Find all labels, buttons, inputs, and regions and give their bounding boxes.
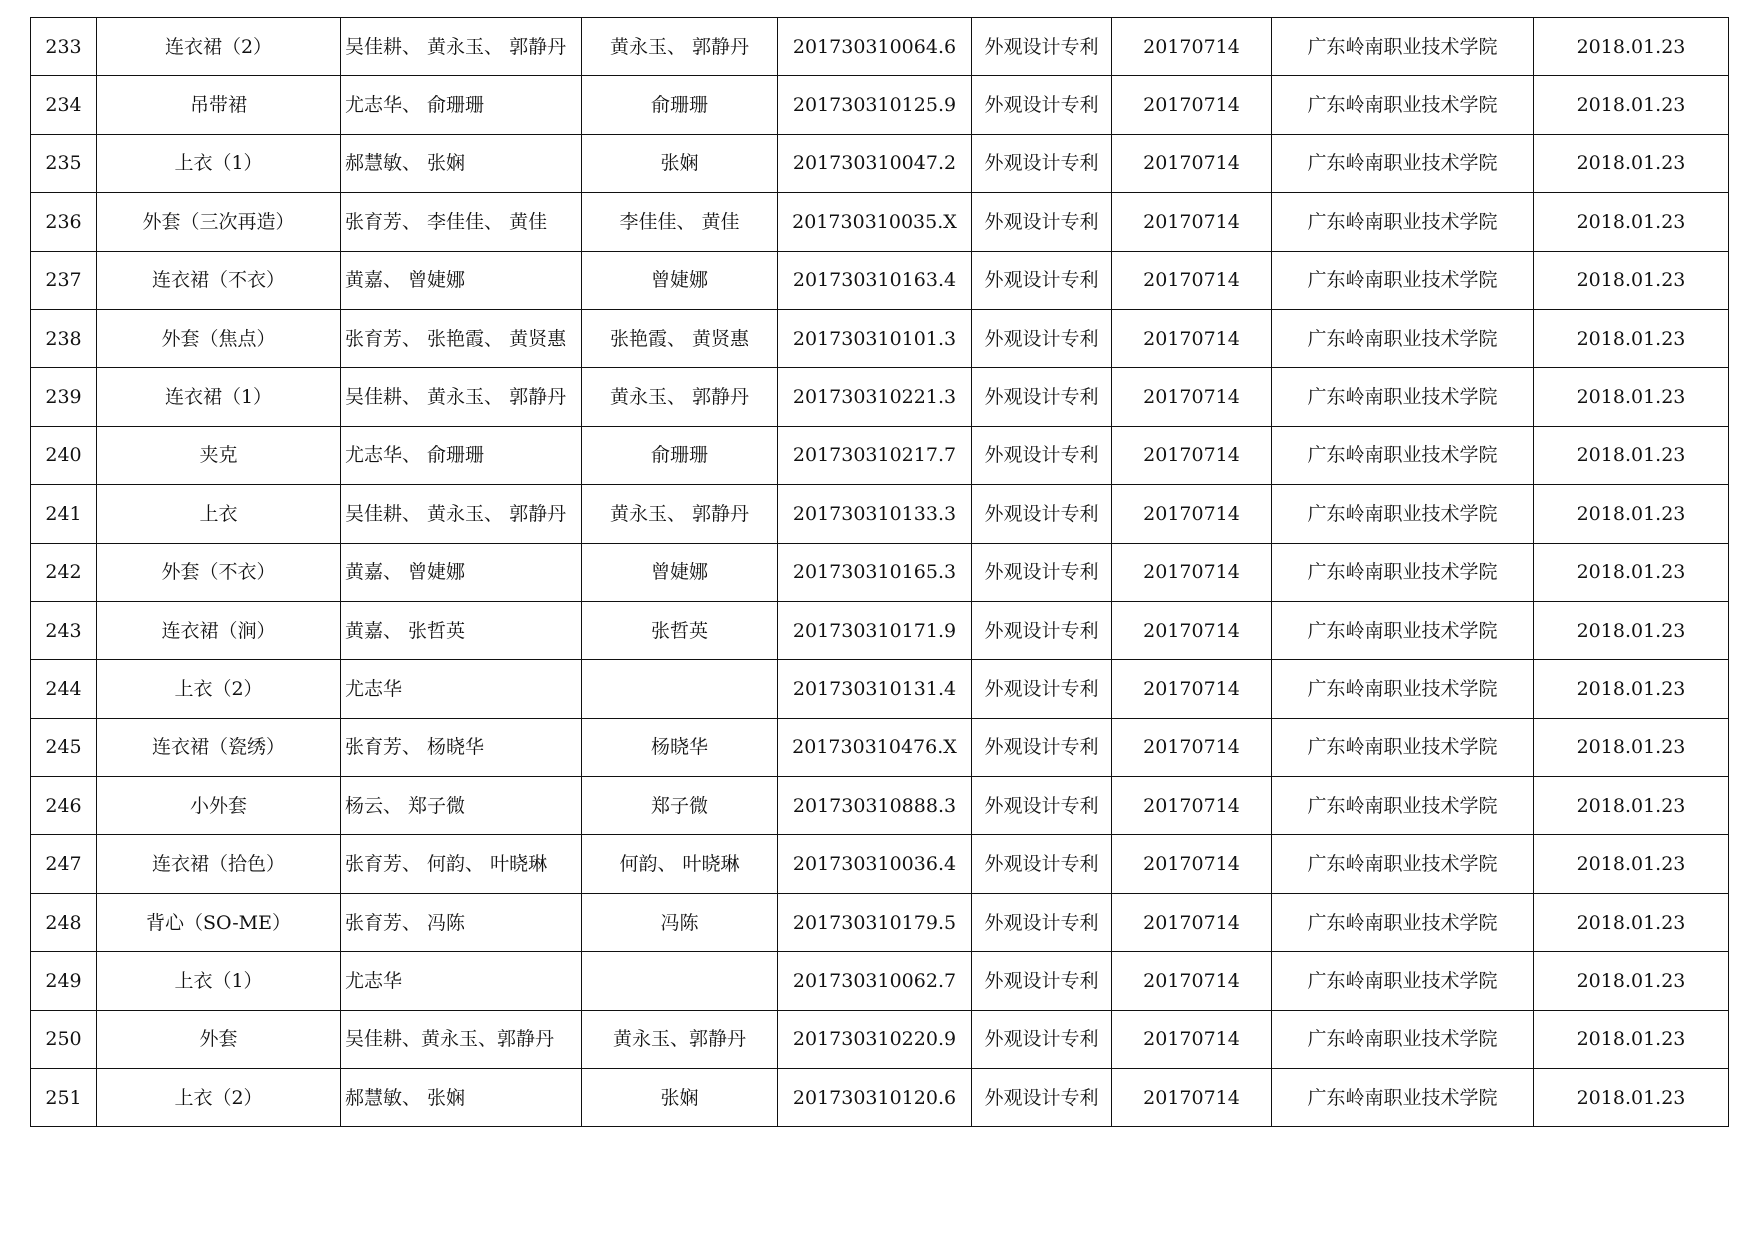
cell-application-number: 201730310476.X: [778, 718, 972, 776]
cell-applicant: 广东岭南职业技术学院: [1272, 368, 1534, 426]
cell-row-number: 240: [31, 426, 97, 484]
cell-design-name: 连衣裙（不衣）: [97, 251, 341, 309]
cell-patent-type: 外观设计专利: [972, 134, 1112, 192]
cell-designers: 何韵、 叶晓琳: [582, 835, 778, 893]
table-row: [31, 368, 1729, 426]
cell-inventors: 吴佳耕、 黄永玉、 郭静丹: [341, 18, 582, 76]
cell-row-number: 243: [31, 601, 97, 659]
cell-design-name: 小外套: [97, 777, 341, 835]
cell-row-number: 236: [31, 193, 97, 251]
cell-designers: 张哲英: [582, 601, 778, 659]
cell-application-number: 201730310036.4: [778, 835, 972, 893]
cell-application-date: 20170714: [1112, 660, 1272, 718]
cell-application-number: 201730310217.7: [778, 426, 972, 484]
table-row: [31, 1010, 1729, 1068]
cell-design-name: 背心（SO-ME）: [97, 893, 341, 951]
cell-application-number: 201730310064.6: [778, 18, 972, 76]
cell-patent-type: 外观设计专利: [972, 193, 1112, 251]
cell-design-name: 连衣裙（拾色）: [97, 835, 341, 893]
cell-applicant: 广东岭南职业技术学院: [1272, 134, 1534, 192]
cell-inventors: 尤志华、 俞珊珊: [341, 426, 582, 484]
cell-application-date: 20170714: [1112, 368, 1272, 426]
cell-grant-date: 2018.01.23: [1534, 660, 1729, 718]
cell-row-number: 239: [31, 368, 97, 426]
cell-patent-type: 外观设计专利: [972, 777, 1112, 835]
table-row: [31, 193, 1729, 251]
cell-designers: 黄永玉、 郭静丹: [582, 368, 778, 426]
cell-grant-date: 2018.01.23: [1534, 193, 1729, 251]
cell-design-name: 连衣裙（瓷绣）: [97, 718, 341, 776]
cell-designers: 张娴: [582, 134, 778, 192]
cell-grant-date: 2018.01.23: [1534, 485, 1729, 543]
cell-application-date: 20170714: [1112, 835, 1272, 893]
cell-application-number: 201730310163.4: [778, 251, 972, 309]
cell-inventors: 黄嘉、 曾婕娜: [341, 543, 582, 601]
cell-patent-type: 外观设计专利: [972, 835, 1112, 893]
cell-application-number: 201730310062.7: [778, 952, 972, 1010]
cell-application-number: 201730310171.9: [778, 601, 972, 659]
cell-patent-type: 外观设计专利: [972, 660, 1112, 718]
patent-table-body: [31, 18, 1729, 1127]
cell-grant-date: 2018.01.23: [1534, 893, 1729, 951]
cell-applicant: 广东岭南职业技术学院: [1272, 485, 1534, 543]
cell-applicant: 广东岭南职业技术学院: [1272, 193, 1534, 251]
cell-design-name: 外套（三次再造）: [97, 193, 341, 251]
cell-row-number: 237: [31, 251, 97, 309]
cell-designers: 曾婕娜: [582, 251, 778, 309]
cell-application-number: 201730310131.4: [778, 660, 972, 718]
cell-grant-date: 2018.01.23: [1534, 368, 1729, 426]
table-row: [31, 601, 1729, 659]
table-row: [31, 777, 1729, 835]
cell-inventors: 黄嘉、 张哲英: [341, 601, 582, 659]
cell-applicant: 广东岭南职业技术学院: [1272, 601, 1534, 659]
cell-row-number: 241: [31, 485, 97, 543]
cell-design-name: 夹克: [97, 426, 341, 484]
patent-table: [30, 17, 1729, 1127]
cell-inventors: 张育芳、 李佳佳、 黄佳: [341, 193, 582, 251]
cell-grant-date: 2018.01.23: [1534, 134, 1729, 192]
table-row: [31, 426, 1729, 484]
cell-grant-date: 2018.01.23: [1534, 543, 1729, 601]
cell-application-number: 201730310165.3: [778, 543, 972, 601]
cell-row-number: 247: [31, 835, 97, 893]
table-row: [31, 835, 1729, 893]
cell-designers: 黄永玉、郭静丹: [582, 1010, 778, 1068]
cell-designers: 黄永玉、 郭静丹: [582, 18, 778, 76]
cell-applicant: 广东岭南职业技术学院: [1272, 660, 1534, 718]
cell-inventors: 尤志华、 俞珊珊: [341, 76, 582, 134]
cell-application-date: 20170714: [1112, 601, 1272, 659]
cell-application-number: 201730310125.9: [778, 76, 972, 134]
table-row: [31, 543, 1729, 601]
cell-patent-type: 外观设计专利: [972, 1010, 1112, 1068]
cell-designers: 俞珊珊: [582, 76, 778, 134]
cell-designers: 张艳霞、 黄贤惠: [582, 309, 778, 367]
cell-designers: 李佳佳、 黄佳: [582, 193, 778, 251]
cell-applicant: 广东岭南职业技术学院: [1272, 426, 1534, 484]
table-row: [31, 660, 1729, 718]
cell-inventors: 郝慧敏、 张娴: [341, 1069, 582, 1127]
cell-row-number: 244: [31, 660, 97, 718]
cell-designers: 曾婕娜: [582, 543, 778, 601]
cell-application-number: 201730310179.5: [778, 893, 972, 951]
cell-application-date: 20170714: [1112, 76, 1272, 134]
cell-design-name: 上衣（1）: [97, 134, 341, 192]
cell-designers: 冯陈: [582, 893, 778, 951]
cell-inventors: 吴佳耕、 黄永玉、 郭静丹: [341, 368, 582, 426]
cell-application-date: 20170714: [1112, 251, 1272, 309]
cell-row-number: 246: [31, 777, 97, 835]
cell-design-name: 连衣裙（2）: [97, 18, 341, 76]
cell-row-number: 248: [31, 893, 97, 951]
cell-patent-type: 外观设计专利: [972, 368, 1112, 426]
cell-design-name: 外套: [97, 1010, 341, 1068]
cell-row-number: 250: [31, 1010, 97, 1068]
table-row: [31, 952, 1729, 1010]
cell-applicant: 广东岭南职业技术学院: [1272, 835, 1534, 893]
cell-inventors: 张育芳、 杨晓华: [341, 718, 582, 776]
cell-application-number: 201730310101.3: [778, 309, 972, 367]
cell-design-name: 上衣（2）: [97, 660, 341, 718]
cell-row-number: 245: [31, 718, 97, 776]
cell-design-name: 外套（焦点）: [97, 309, 341, 367]
cell-applicant: 广东岭南职业技术学院: [1272, 309, 1534, 367]
cell-application-number: 201730310047.2: [778, 134, 972, 192]
cell-application-number: 201730310035.X: [778, 193, 972, 251]
cell-application-date: 20170714: [1112, 18, 1272, 76]
cell-application-number: 201730310221.3: [778, 368, 972, 426]
cell-row-number: 251: [31, 1069, 97, 1127]
cell-applicant: 广东岭南职业技术学院: [1272, 1069, 1534, 1127]
cell-grant-date: 2018.01.23: [1534, 718, 1729, 776]
cell-patent-type: 外观设计专利: [972, 718, 1112, 776]
cell-grant-date: 2018.01.23: [1534, 18, 1729, 76]
cell-application-date: 20170714: [1112, 1069, 1272, 1127]
cell-row-number: 242: [31, 543, 97, 601]
cell-row-number: 249: [31, 952, 97, 1010]
cell-application-date: 20170714: [1112, 1010, 1272, 1068]
cell-patent-type: 外观设计专利: [972, 76, 1112, 134]
table-row: [31, 718, 1729, 776]
cell-grant-date: 2018.01.23: [1534, 76, 1729, 134]
cell-application-date: 20170714: [1112, 777, 1272, 835]
cell-application-date: 20170714: [1112, 193, 1272, 251]
cell-inventors: 尤志华: [341, 952, 582, 1010]
cell-application-date: 20170714: [1112, 485, 1272, 543]
table-row: [31, 76, 1729, 134]
cell-application-date: 20170714: [1112, 543, 1272, 601]
cell-applicant: 广东岭南职业技术学院: [1272, 76, 1534, 134]
cell-application-number: 201730310133.3: [778, 485, 972, 543]
cell-application-date: 20170714: [1112, 309, 1272, 367]
cell-patent-type: 外观设计专利: [972, 893, 1112, 951]
cell-design-name: 外套（不衣）: [97, 543, 341, 601]
cell-applicant: 广东岭南职业技术学院: [1272, 1010, 1534, 1068]
cell-row-number: 233: [31, 18, 97, 76]
cell-inventors: 张育芳、 何韵、 叶晓琳: [341, 835, 582, 893]
cell-designers: 张娴: [582, 1069, 778, 1127]
cell-design-name: 上衣: [97, 485, 341, 543]
cell-designers: [582, 660, 778, 718]
cell-inventors: 张育芳、 张艳霞、 黄贤惠: [341, 309, 582, 367]
cell-applicant: 广东岭南职业技术学院: [1272, 952, 1534, 1010]
cell-grant-date: 2018.01.23: [1534, 601, 1729, 659]
cell-application-date: 20170714: [1112, 718, 1272, 776]
cell-design-name: 连衣裙（1）: [97, 368, 341, 426]
table-row: [31, 251, 1729, 309]
cell-designers: 郑子微: [582, 777, 778, 835]
cell-inventors: 尤志华: [341, 660, 582, 718]
cell-patent-type: 外观设计专利: [972, 1069, 1112, 1127]
cell-application-date: 20170714: [1112, 893, 1272, 951]
cell-row-number: 235: [31, 134, 97, 192]
cell-patent-type: 外观设计专利: [972, 601, 1112, 659]
cell-patent-type: 外观设计专利: [972, 485, 1112, 543]
cell-applicant: 广东岭南职业技术学院: [1272, 718, 1534, 776]
cell-designers: 黄永玉、 郭静丹: [582, 485, 778, 543]
cell-applicant: 广东岭南职业技术学院: [1272, 18, 1534, 76]
cell-patent-type: 外观设计专利: [972, 543, 1112, 601]
cell-applicant: 广东岭南职业技术学院: [1272, 543, 1534, 601]
cell-patent-type: 外观设计专利: [972, 18, 1112, 76]
cell-row-number: 234: [31, 76, 97, 134]
cell-applicant: 广东岭南职业技术学院: [1272, 893, 1534, 951]
cell-inventors: 吴佳耕、黄永玉、郭静丹: [341, 1010, 582, 1068]
cell-application-date: 20170714: [1112, 134, 1272, 192]
cell-grant-date: 2018.01.23: [1534, 1010, 1729, 1068]
cell-grant-date: 2018.01.23: [1534, 426, 1729, 484]
table-row: [31, 893, 1729, 951]
cell-design-name: 上衣（1）: [97, 952, 341, 1010]
cell-patent-type: 外观设计专利: [972, 426, 1112, 484]
cell-design-name: 连衣裙（涧）: [97, 601, 341, 659]
cell-patent-type: 外观设计专利: [972, 251, 1112, 309]
table-row: [31, 309, 1729, 367]
cell-designers: 杨晓华: [582, 718, 778, 776]
cell-design-name: 吊带裙: [97, 76, 341, 134]
cell-applicant: 广东岭南职业技术学院: [1272, 251, 1534, 309]
cell-row-number: 238: [31, 309, 97, 367]
cell-inventors: 张育芳、 冯陈: [341, 893, 582, 951]
table-row: [31, 1069, 1729, 1127]
cell-application-number: 201730310888.3: [778, 777, 972, 835]
cell-application-date: 20170714: [1112, 426, 1272, 484]
cell-patent-type: 外观设计专利: [972, 309, 1112, 367]
cell-grant-date: 2018.01.23: [1534, 777, 1729, 835]
cell-grant-date: 2018.01.23: [1534, 952, 1729, 1010]
cell-grant-date: 2018.01.23: [1534, 1069, 1729, 1127]
cell-designers: 俞珊珊: [582, 426, 778, 484]
cell-application-number: 201730310220.9: [778, 1010, 972, 1068]
cell-grant-date: 2018.01.23: [1534, 251, 1729, 309]
cell-application-number: 201730310120.6: [778, 1069, 972, 1127]
cell-inventors: 杨云、 郑子微: [341, 777, 582, 835]
cell-design-name: 上衣（2）: [97, 1069, 341, 1127]
table-row: [31, 134, 1729, 192]
cell-designers: [582, 952, 778, 1010]
cell-applicant: 广东岭南职业技术学院: [1272, 777, 1534, 835]
cell-inventors: 黄嘉、 曾婕娜: [341, 251, 582, 309]
cell-patent-type: 外观设计专利: [972, 952, 1112, 1010]
cell-application-date: 20170714: [1112, 952, 1272, 1010]
cell-inventors: 吴佳耕、 黄永玉、 郭静丹: [341, 485, 582, 543]
table-row: [31, 18, 1729, 76]
table-row: [31, 485, 1729, 543]
cell-grant-date: 2018.01.23: [1534, 309, 1729, 367]
cell-inventors: 郝慧敏、 张娴: [341, 134, 582, 192]
cell-grant-date: 2018.01.23: [1534, 835, 1729, 893]
